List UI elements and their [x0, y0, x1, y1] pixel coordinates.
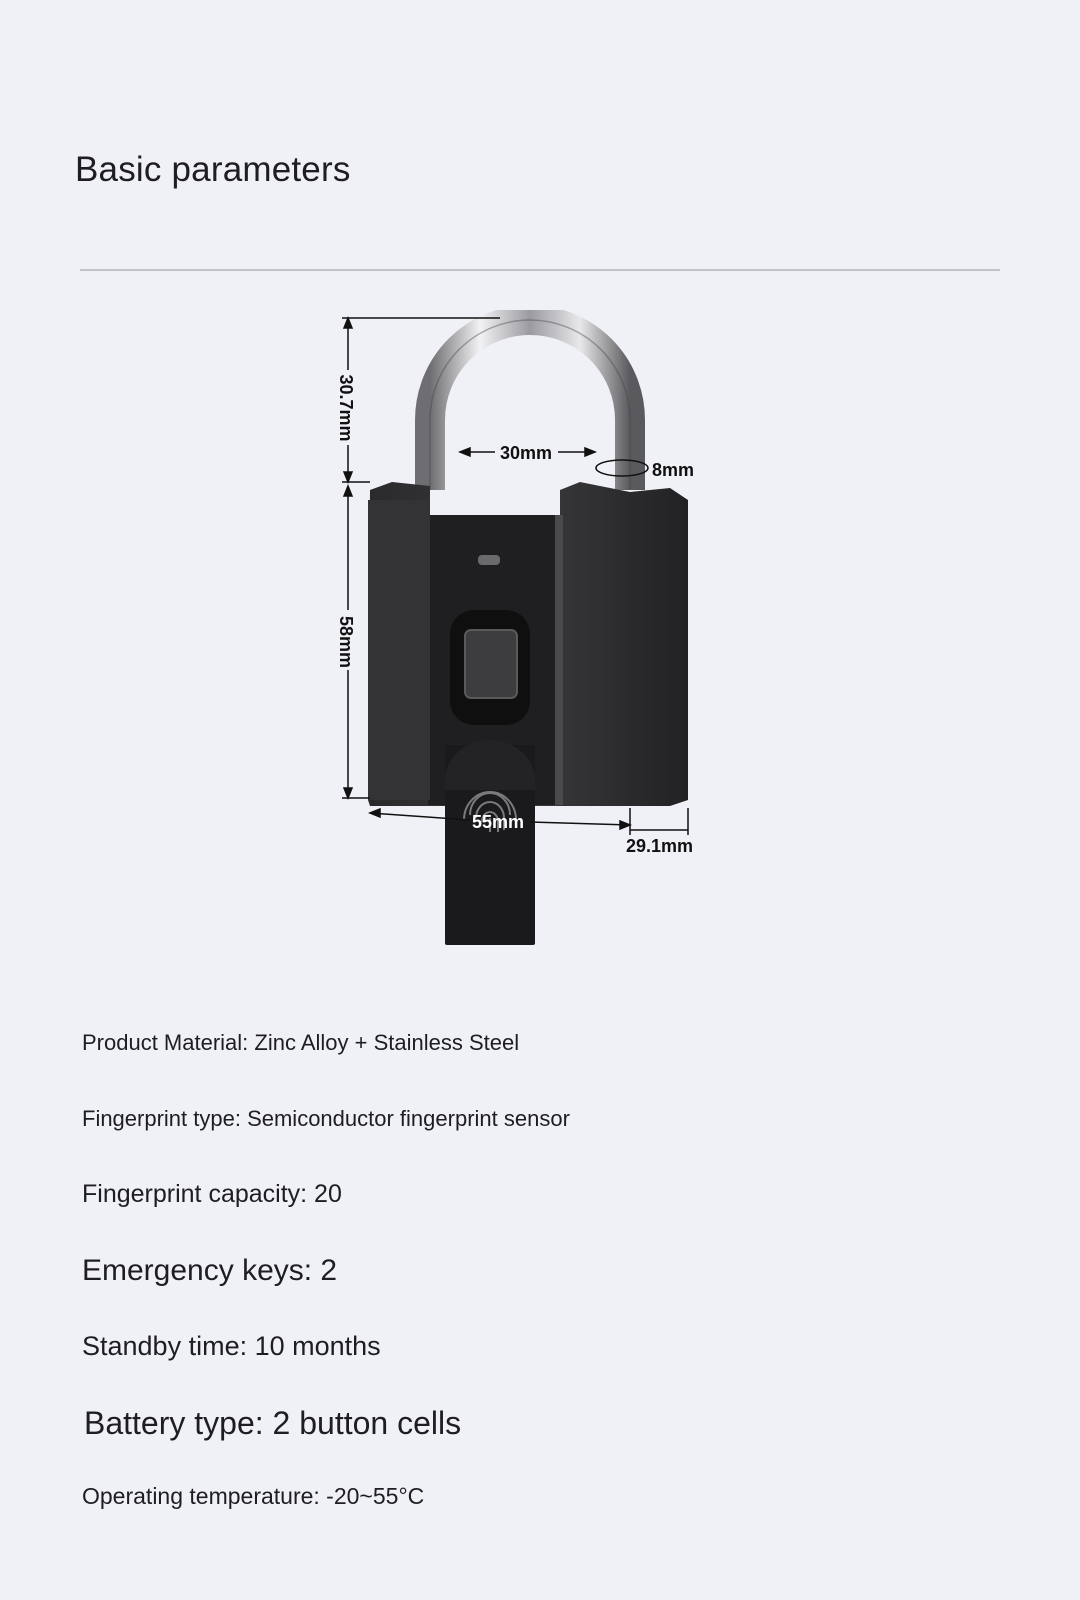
spec-battery-type: Battery type: 2 button cells	[84, 1405, 462, 1441]
spec-fingerprint-type: Fingerprint type: Semiconductor fingerprint sensor	[82, 1106, 570, 1131]
dimension-shackle-height: 30.7mm	[336, 374, 356, 442]
dimension-body-depth: 29.1mm	[626, 836, 694, 856]
dimension-body-width: 55mm	[471, 812, 525, 832]
page-title: Basic parameters	[75, 150, 351, 189]
spec-fingerprint-capacity: Fingerprint capacity: 20	[82, 1180, 342, 1208]
dimension-shackle-diameter: 8mm	[652, 460, 695, 480]
spec-standby-time: Standby time: 10 months	[82, 1331, 381, 1361]
dimension-body-height: 58mm	[336, 615, 356, 669]
padlock-icon	[330, 310, 730, 970]
divider	[80, 269, 1000, 271]
spec-emergency-keys: Emergency keys: 2	[82, 1254, 338, 1287]
dimension-shackle-width: 30mm	[499, 443, 553, 463]
spec-operating-temperature: Operating temperature: -20~55°C	[82, 1483, 425, 1509]
product-diagram	[330, 310, 730, 970]
spec-material: Product Material: Zinc Alloy + Stainless Steel	[82, 1030, 520, 1055]
